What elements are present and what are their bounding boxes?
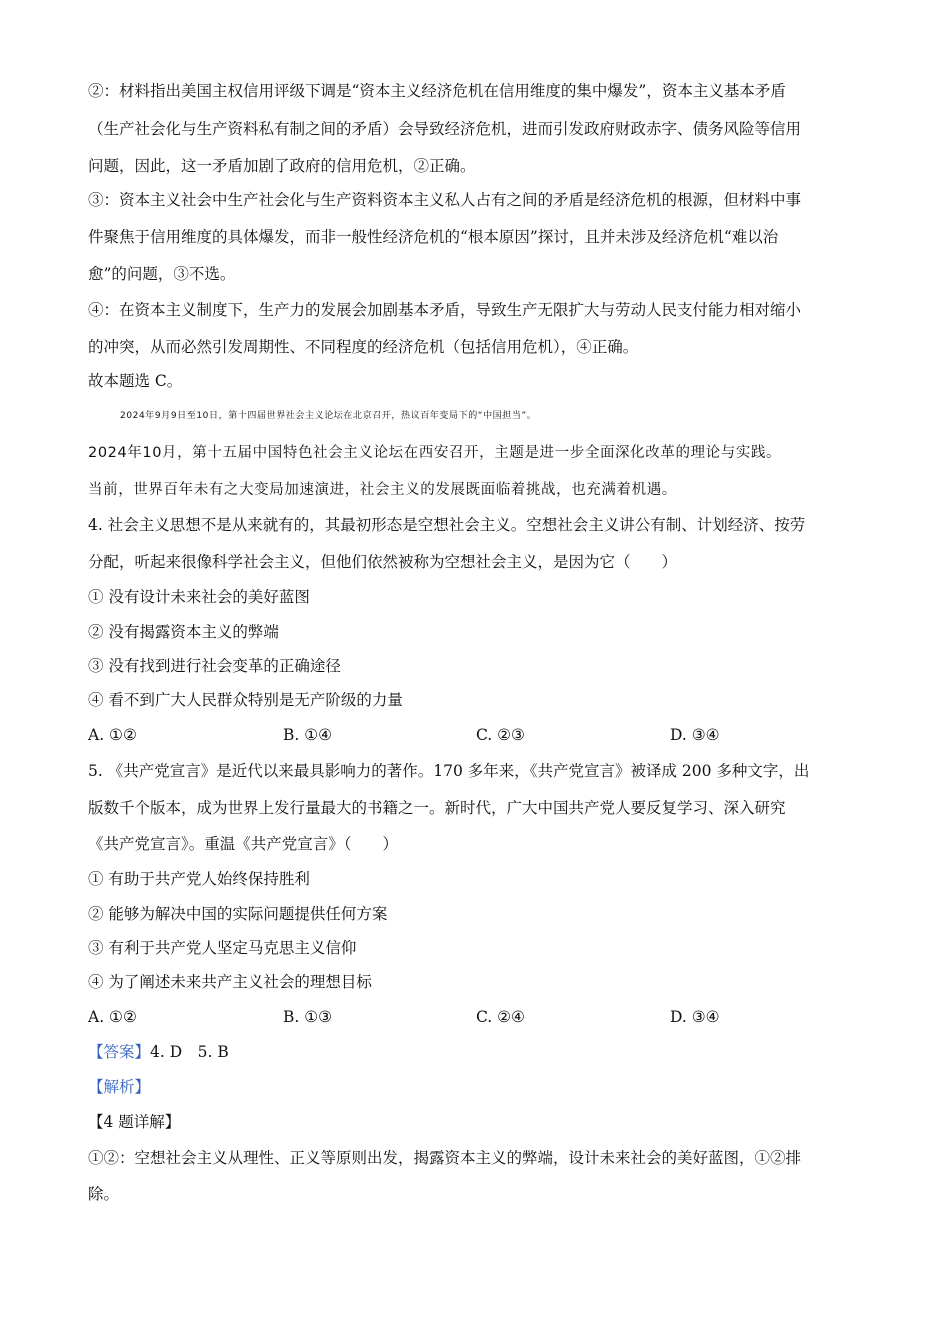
analysis-p4-line-1: ④：在资本主义制度下，生产力的发展会加剧基本矛盾，导致生产无限扩大与劳动人民支付能力相对缩小 — [88, 301, 802, 319]
analysis-label: 【解析】 — [88, 1078, 151, 1096]
analysis-p3-line-2: 件聚焦于信用维度的具体爆发，而非一般性经济危机的“根本原因”探讨，且并未涉及经济危机“难以治 — [88, 228, 779, 246]
q5-item-3: ③ 有利于共产党人坚定马克思主义信仰 — [88, 939, 357, 957]
analysis-conclusion: 故本题选 C。 — [88, 372, 183, 390]
material-line-3: 当前，世界百年未有之大变局加速演进，社会主义的发展既面临着挑战，也充满着机遇。 — [88, 482, 677, 498]
q4-detail-line-2: 除。 — [88, 1185, 120, 1203]
q5-stem-line-3: 《共产党宣言》。重温《共产党宣言》（ ） — [88, 835, 399, 853]
answer-line — [88, 1042, 868, 1062]
q4-item-3: ③ 没有找到进行社会变革的正确途径 — [88, 657, 341, 675]
q4-item-2: ② 没有揭露资本主义的弊端 — [88, 623, 279, 641]
q4-item-4: ④ 看不到广大人民群众特别是无产阶级的力量 — [88, 691, 403, 709]
q4-option-b: B. ①④ — [283, 726, 333, 744]
analysis-p3-line-3: 愈”的问题，③不选。 — [88, 265, 236, 283]
answer-text: 4. D 5. B — [150, 1043, 229, 1061]
q4-option-a: A. ①② — [88, 726, 137, 744]
analysis-p3-line-1: ③：资本主义社会中生产社会化与生产资料资本主义私人占有之间的矛盾是经济危机的根源，但材料中事 — [88, 191, 802, 209]
q5-stem-line-2: 版数千个版本，成为世界上发行量最大的书籍之一。新时代，广大中国共产党人要反复学习、深入研究 — [88, 799, 786, 817]
q4-detail-line-1: ①②：空想社会主义从理性、正义等原则出发，揭露资本主义的弊端，设计未来社会的美好蓝图，①②排 — [88, 1149, 802, 1167]
analysis-p2-line-1: ②：材料指出美国主权信用评级下调是“资本主义经济危机在信用维度的集中爆发”，资本主义基本矛盾 — [88, 82, 786, 100]
q4-option-c: C. ②③ — [476, 726, 525, 744]
analysis-p4-line-2: 的冲突，从而必然引发周期性、不同程度的经济危机（包括信用危机），④正确。 — [88, 338, 639, 356]
q4-detail-heading: 【4 题详解】 — [88, 1113, 181, 1131]
q5-option-d: D. ③④ — [670, 1008, 720, 1026]
q4-option-d: D. ③④ — [670, 726, 720, 744]
analysis-p2-line-3: 问题，因此，这一矛盾加剧了政府的信用危机，②正确。 — [88, 157, 476, 175]
q4-stem-line-1: 4. 社会主义思想不是从来就有的，其最初形态是空想社会主义。空想社会主义讲公有制、计划经济、按劳 — [88, 516, 806, 534]
q4-stem-line-2: 分配，听起来很像科学社会主义，但他们依然被称为空想社会主义，是因为它（ ） — [88, 553, 678, 571]
q5-option-a: A. ①② — [88, 1008, 137, 1026]
q4-item-1: ① 没有设计未来社会的美好蓝图 — [88, 588, 310, 606]
answer-label: 【答案】 — [88, 1043, 151, 1061]
material-line-2: 2024年10月，第十五届中国特色社会主义论坛在西安召开，主题是进一步全面深化改革的理论与实践。 — [88, 445, 782, 461]
q5-option-b: B. ①③ — [283, 1008, 333, 1026]
q5-item-1: ① 有助于共产党人始终保持胜利 — [88, 870, 310, 888]
analysis-p2-line-2: （生产社会化与生产资料私有制之间的矛盾）会导致经济危机，进而引发政府财政赤字、债务风险等信用 — [88, 120, 802, 138]
q5-stem-line-1: 5. 《共产党宣言》是近代以来最具影响力的著作。170 多年来，《共产党宣言》被译成 200 多种文字，出 — [88, 762, 810, 780]
q5-item-2: ② 能够为解决中国的实际问题提供任何方案 — [88, 905, 388, 923]
material-line-1: 2024年9月9日至10日，第十四届世界社会主义论坛在北京召开，热议百年变局下的“中国担当”。 — [120, 411, 537, 421]
q5-option-c: C. ②④ — [476, 1008, 525, 1026]
q5-item-4: ④ 为了阐述未来共产主义社会的理想目标 — [88, 973, 372, 991]
